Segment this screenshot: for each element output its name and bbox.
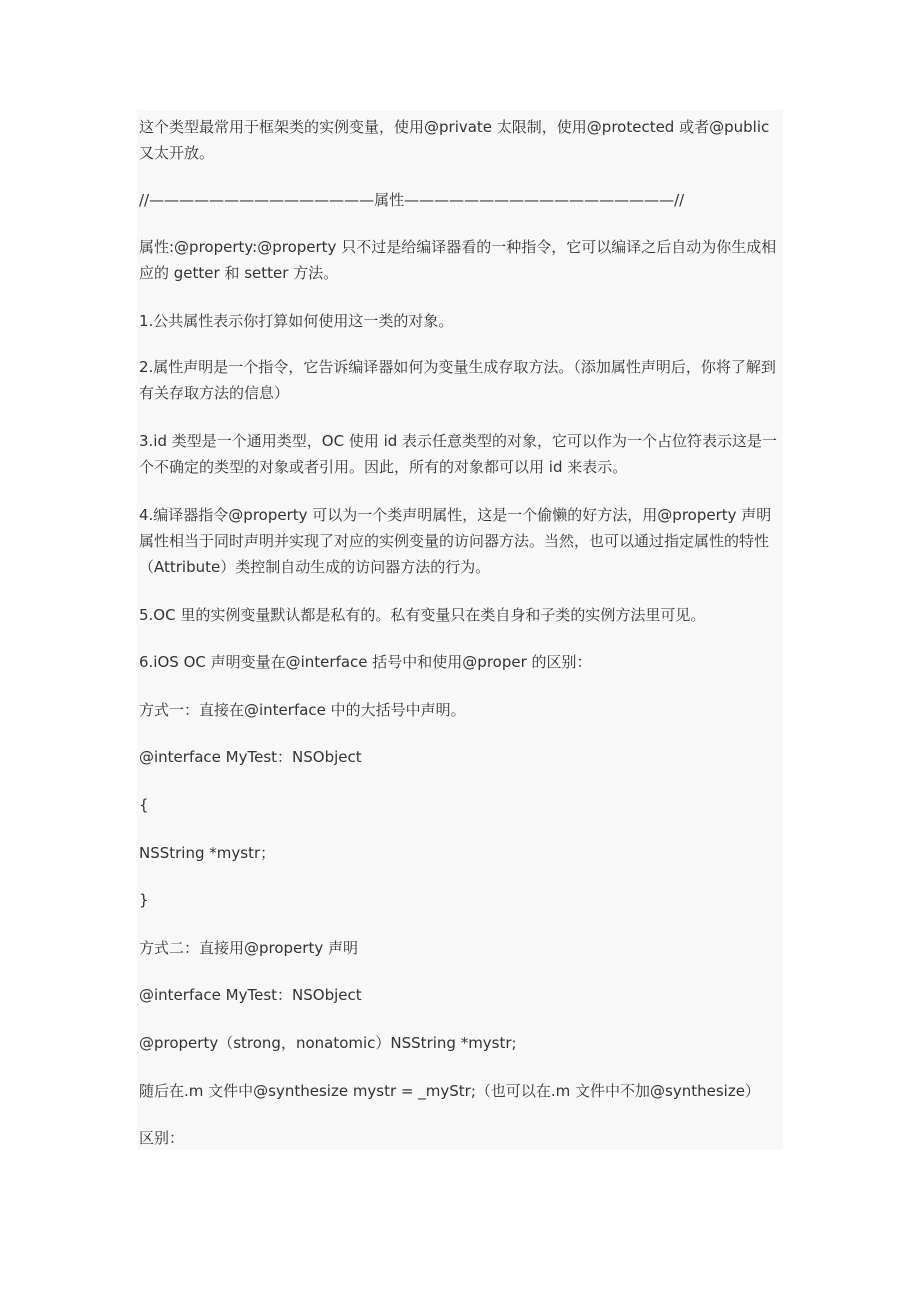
paragraph-method-1-heading: 方式一：直接在@interface 中的大括号中声明。	[139, 701, 466, 719]
paragraph-point-3: 3.id 类型是一个通用类型，OC 使用 id 表示任意类型的对象，它可以作为一个占位符表示这是一个不确定的类型的对象或者引用。因此，所有的对象都可以用 id 来表示。	[139, 432, 778, 476]
code-line-property-declaration: @property（strong，nonatomic）NSString *mystr;	[139, 1034, 517, 1052]
code-line-ivar-declaration: NSString *mystr；	[139, 844, 276, 862]
paragraph-synthesize-note: 随后在.m 文件中@synthesize mystr = _myStr;（也可以在.m 文件中不加@synthesize）	[139, 1082, 760, 1100]
code-line-interface-2: @interface MyTest：NSObject	[139, 986, 362, 1004]
paragraph-difference-heading: 区别：	[139, 1129, 185, 1147]
paragraph-ivar-visibility: 这个类型最常用于框架类的实例变量，使用@private 太限制，使用@protected 或者@public 又太开放。	[139, 118, 775, 162]
code-line-interface-1: @interface MyTest：NSObject	[139, 748, 362, 766]
code-line-open-brace: {	[139, 796, 149, 814]
paragraph-property-divider: //———————————————属性——————————————————//	[139, 191, 685, 209]
paragraph-method-2-heading: 方式二：直接用@property 声明	[139, 939, 358, 957]
paragraph-property-intro: 属性:@property:@property 只不过是给编译器看的一种指令，它可以编译之后自动为你生成相应的 getter 和 setter 方法。	[139, 238, 777, 282]
paragraph-point-1: 1.公共属性表示你打算如何使用这一类的对象。	[139, 312, 454, 330]
document-content	[137, 110, 783, 1150]
code-line-close-brace: }	[139, 891, 149, 909]
paragraph-point-6: 6.iOS OC 声明变量在@interface 括号中和使用@proper 的区别：	[139, 653, 592, 671]
paragraph-point-5: 5.OC 里的实例变量默认都是私有的。私有变量只在类自身和子类的实例方法里可见。	[139, 606, 706, 624]
paragraph-point-4: 4.编译器指令@property 可以为一个类声明属性，这是一个偷懒的好方法，用@property 声明属性相当于同时声明并实现了对应的实例变量的访问器方法。当然，也可以通过指定属性的特性（Attribute）类控制自动生成的访问器方法的行为。	[139, 506, 772, 576]
paragraph-point-2: 2.属性声明是一个指令，它告诉编译器如何为变量生成存取方法。（添加属性声明后，你将了解到有关存取方法的信息）	[139, 358, 776, 402]
